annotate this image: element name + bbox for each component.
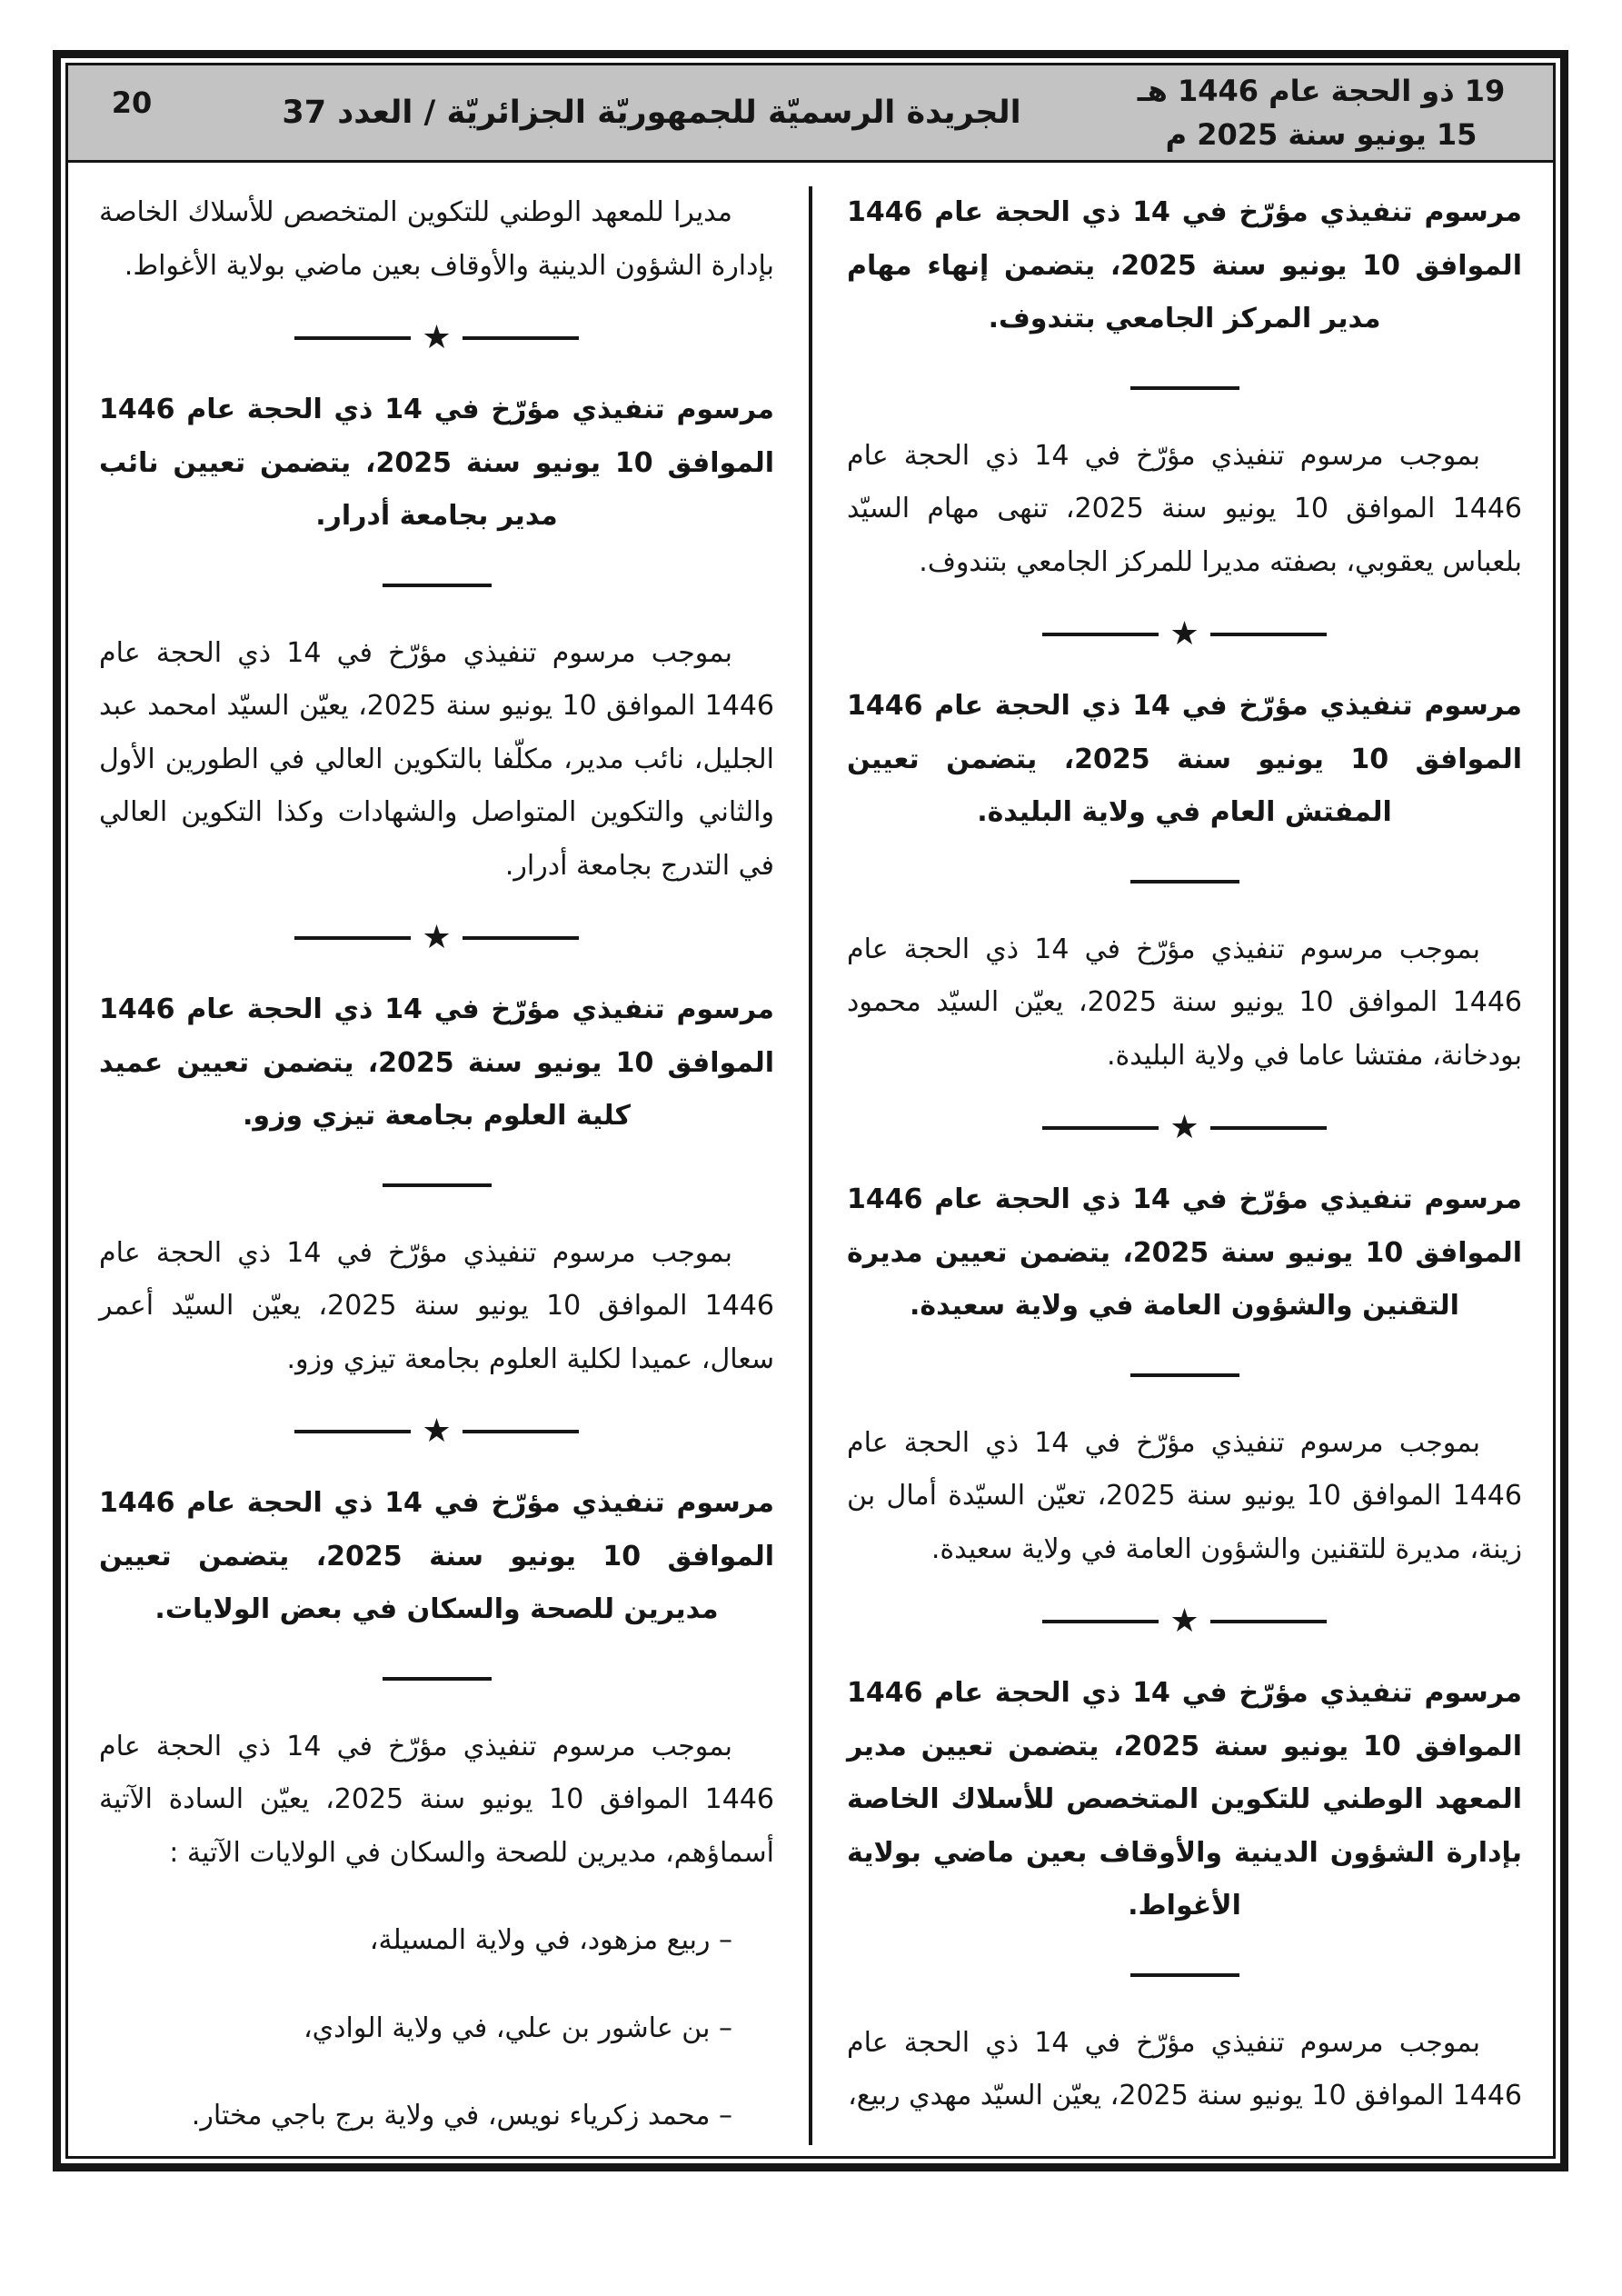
page-header: [68, 65, 1553, 163]
separator-bar: [1210, 1620, 1327, 1623]
decree-body: بموجب مرسوم تنفيذي مؤرّخ في 14 ذي الحجة عام 1446 الموافق 10 يونيو سنة 2025، يعيّن السادة الآتية أسماؤهم، مديرين للصحة والسكان في الولايات الآتية :: [99, 1730, 774, 1869]
separator-bar: [463, 1430, 579, 1433]
separator-bar: [294, 1430, 411, 1433]
line-separator: [1130, 1973, 1239, 1977]
decree-body: بموجب مرسوم تنفيذي مؤرّخ في 14 ذي الحجة عام 1446 الموافق 10 يونيو سنة 2025، تنهى مهام السيّد بلعباس يعقوبي، بصفته مديرا للمركز الجامعي بتندوف.: [847, 439, 1522, 578]
star-separator: [99, 919, 774, 956]
decree-heading: مرسوم تنفيذي مؤرّخ في 14 ذي الحجة عام 1446 الموافق 10 يونيو سنة 2025، يتضمن تعيين عميد كلية العلوم بجامعة تيزي وزو.: [99, 993, 774, 1132]
appointee-list-item: – ربيع مزهود، في ولاية المسيلة،: [369, 1924, 732, 1956]
column-left: [68, 163, 811, 2156]
page-frame: [53, 50, 1568, 2171]
decree-body: بموجب مرسوم تنفيذي مؤرّخ في 14 ذي الحجة عام 1446 الموافق 10 يونيو سنة 2025، يعيّن السيّد أعمر سعال، عميدا لكلية العلوم بجامعة تيزي وزو.: [99, 1236, 774, 1375]
appointee-list-item: – محمد زكرياء نويس، في ولاية برج باجي مختار.: [191, 2100, 732, 2131]
line-separator: [1130, 880, 1239, 883]
decree-heading: مرسوم تنفيذي مؤرّخ في 14 ذي الحجة عام 1446 الموافق 10 يونيو سنة 2025، يتضمن تعيين مدير المعهد الوطني للتكوين المتخصص للأسلاك الخاصة بإدارة الشؤون الدينية والأوقاف بعين ماضي بولاية الأغواط.: [847, 1677, 1522, 1922]
separator-bar: [1042, 1126, 1159, 1130]
inner-frame: [65, 63, 1556, 2159]
decree-heading: مرسوم تنفيذي مؤرّخ في 14 ذي الحجة عام 1446 الموافق 10 يونيو سنة 2025، يتضمن تعيين مديرين للصحة والسكان في بعض الولايات.: [99, 1487, 774, 1625]
line-separator: [383, 584, 492, 587]
star-icon: ★: [1169, 1109, 1199, 1146]
star-separator: [99, 1415, 774, 1448]
line-separator: [1130, 1373, 1239, 1377]
column-right: [811, 163, 1553, 2156]
line-separator: [1130, 386, 1239, 390]
star-separator: [847, 1109, 1522, 1146]
separator-bar: [1042, 1620, 1159, 1623]
decree-body: بموجب مرسوم تنفيذي مؤرّخ في 14 ذي الحجة عام 1446 الموافق 10 يونيو سنة 2025، تعيّن السيّدة أمال بن زينة، مديرة للتقنين والشؤون العامة في ولاية سعيدة.: [847, 1426, 1522, 1565]
decree-heading: مرسوم تنفيذي مؤرّخ في 14 ذي الحجة عام 1446 الموافق 10 يونيو سنة 2025، يتضمن إنهاء مهام مدير المركز الجامعي بتندوف.: [847, 196, 1522, 334]
page-content: [68, 163, 1553, 2156]
journal-title: الجريدة الرسميّة للجمهوريّة الجزائريّة / العدد 37: [282, 95, 1021, 131]
decree-body: بموجب مرسوم تنفيذي مؤرّخ في 14 ذي الحجة عام 1446 الموافق 10 يونيو سنة 2025، يعيّن السيّد مهدي ربيع،: [847, 2026, 1522, 2111]
date-gregorian: 15 يونيو سنة 2025 م: [1165, 117, 1478, 152]
line-separator: [383, 1677, 492, 1681]
separator-bar: [294, 936, 411, 940]
decree-heading: مرسوم تنفيذي مؤرّخ في 14 ذي الحجة عام 1446 الموافق 10 يونيو سنة 2025، يتضمن تعيين نائب مدير بجامعة أدرار.: [99, 394, 774, 532]
page-number: 20: [111, 85, 153, 120]
separator-bar: [1210, 1126, 1327, 1130]
star-separator: [847, 615, 1522, 653]
separator-bar: [463, 936, 579, 940]
star-icon: ★: [1169, 1602, 1199, 1640]
date-hijri: 19 ذو الحجة عام 1446 هـ: [1137, 74, 1506, 108]
decree-heading: مرسوم تنفيذي مؤرّخ في 14 ذي الحجة عام 1446 الموافق 10 يونيو سنة 2025، يتضمن تعيين المفتش العام في ولاية البليدة.: [847, 690, 1522, 828]
star-icon: ★: [1169, 615, 1199, 653]
decree-heading: مرسوم تنفيذي مؤرّخ في 14 ذي الحجة عام 1446 الموافق 10 يونيو سنة 2025، يتضمن تعيين مديرة التقنين والشؤون العامة في ولاية سعيدة.: [847, 1183, 1522, 1322]
star-icon: ★: [422, 1413, 452, 1450]
separator-bar: [463, 336, 579, 340]
separator-bar: [1210, 633, 1327, 636]
separator-bar: [1042, 633, 1159, 636]
star-separator: [847, 1602, 1522, 1640]
appointee-list-item: – بن عاشور بن علي، في ولاية الوادي،: [303, 2011, 732, 2044]
decree-body: بموجب مرسوم تنفيذي مؤرّخ في 14 ذي الحجة عام 1446 الموافق 10 يونيو سنة 2025، يعيّن السيّد امحمد عبد الجليل، نائب مدير، مكلّفا بالتكوين العالي في الطورين الأول والثاني والتكوين المتواصل والشهادات وكذا التكوين العالي في التدرج بجامعة أدرار.: [99, 636, 774, 882]
star-icon: ★: [422, 319, 452, 356]
separator-bar: [294, 336, 411, 340]
line-separator: [383, 1183, 492, 1187]
header-dates: [1108, 69, 1553, 156]
decree-body: بموجب مرسوم تنفيذي مؤرّخ في 14 ذي الحجة عام 1446 الموافق 10 يونيو سنة 2025، يعيّن السيّد محمود بودخانة، مفتشا عاما في ولاية البليدة.: [847, 933, 1522, 1072]
decree-body-continuation: مديرا للمعهد الوطني للتكوين المتخصص للأسلاك الخاصة بإدارة الشؤون الدينية والأوقاف بعين ماضي بولاية الأغواط.: [99, 196, 774, 282]
star-icon: ★: [422, 919, 452, 956]
column-divider: [809, 186, 812, 2145]
star-separator: [99, 319, 774, 356]
